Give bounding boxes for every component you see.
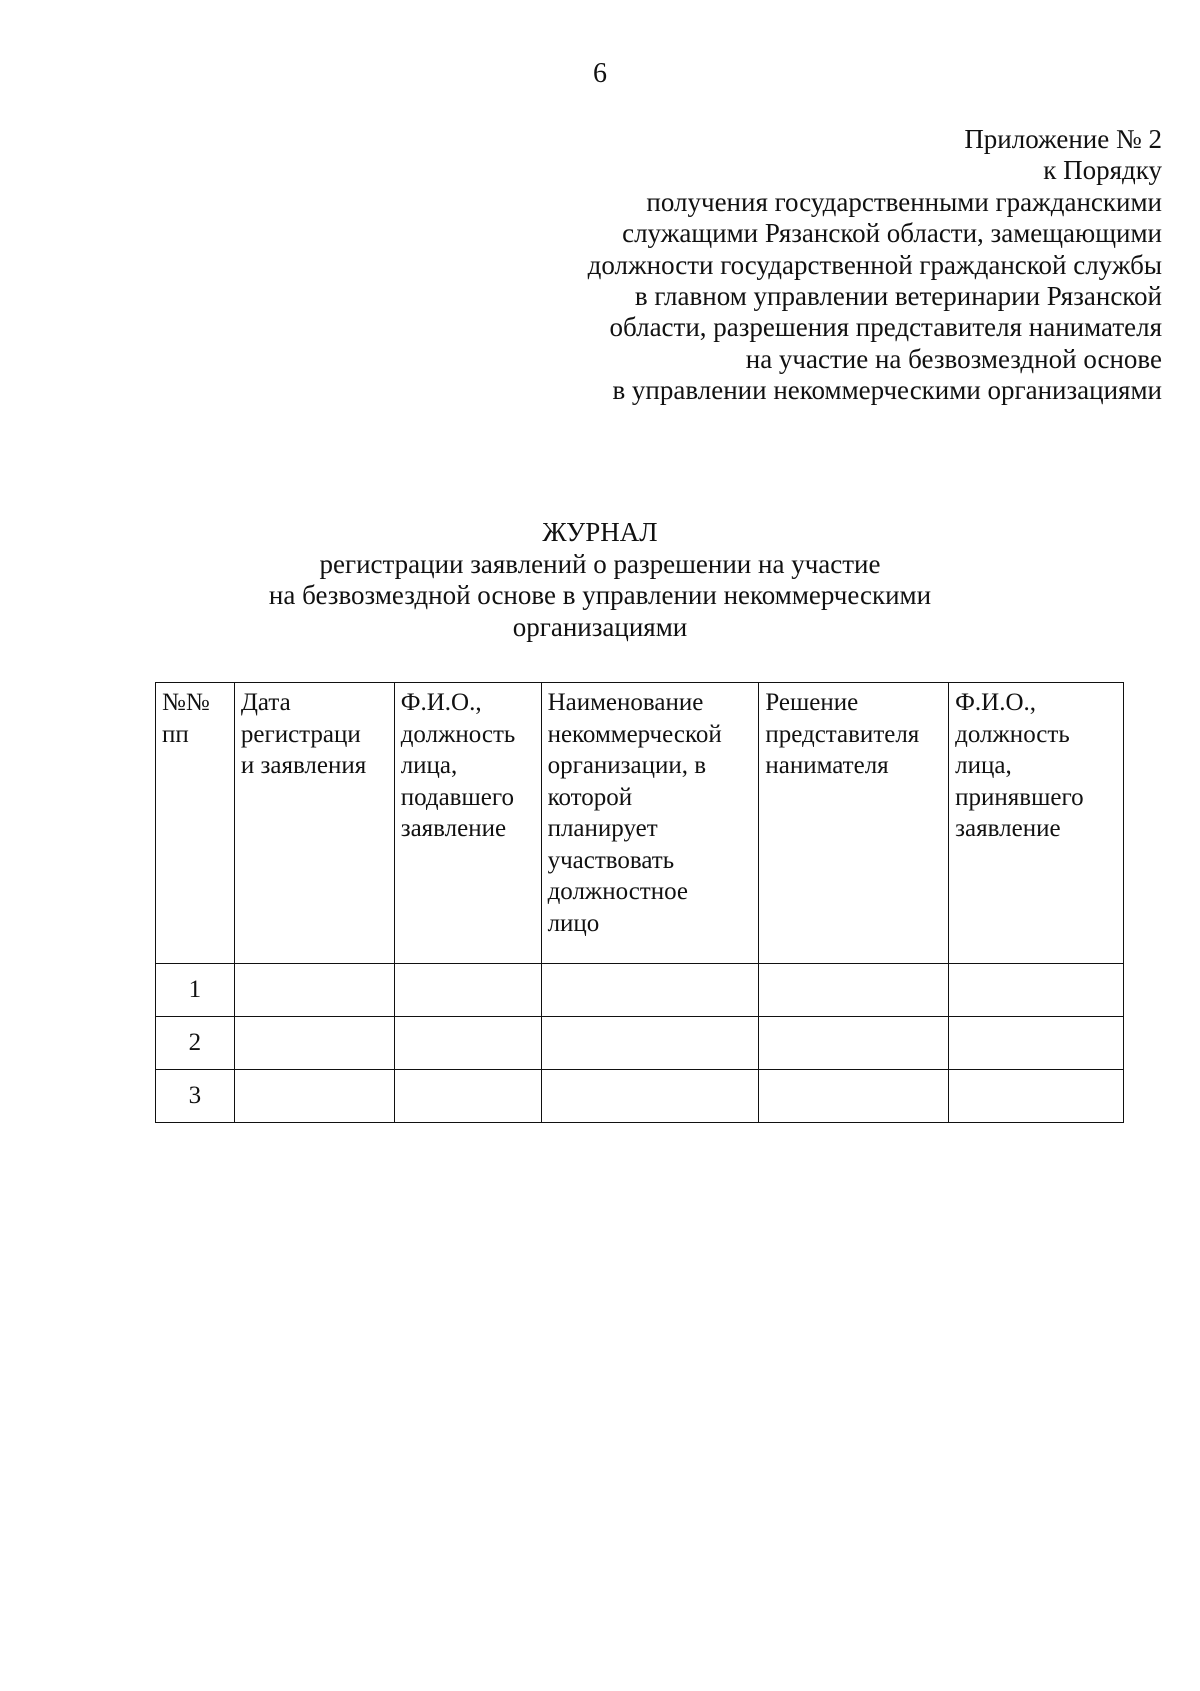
- appendix-line: служащими Рязанской области, замещающими: [622, 218, 1162, 249]
- appendix-line: в управлении некоммерческими организациями: [612, 375, 1162, 406]
- table-row: [156, 964, 1124, 1017]
- table-cell: [759, 964, 949, 1017]
- header-line: Дата: [240, 689, 291, 716]
- table-cell: [394, 1017, 541, 1070]
- header-line: и заявления: [240, 752, 367, 779]
- header-line: Решение: [765, 689, 859, 716]
- appendix-line: к Порядку: [1043, 155, 1162, 186]
- header-line: должностное: [547, 878, 689, 905]
- table-cell: [949, 1017, 1124, 1070]
- header-line: некоммерческой: [547, 720, 722, 748]
- header-line: Ф.И.О.,: [955, 689, 1037, 716]
- table-row: [156, 1070, 1124, 1123]
- appendix-line: в главном управлении ветеринарии Рязанской: [634, 281, 1162, 312]
- table-cell: [234, 1017, 394, 1070]
- table-cell: [541, 1070, 759, 1123]
- registration-table: [155, 682, 1124, 1123]
- header-line: №№: [162, 689, 210, 716]
- table-cell: [949, 964, 1124, 1017]
- table-cell: [759, 1070, 949, 1123]
- header-line: должность: [400, 720, 516, 748]
- header-line: Ф.И.О.,: [400, 689, 482, 716]
- table-cell: [541, 1017, 759, 1070]
- header-line: заявление: [955, 815, 1061, 842]
- row-number-cell: 1: [156, 964, 235, 1017]
- header-line: подавшего: [400, 783, 514, 811]
- header-line: представителя: [765, 720, 920, 748]
- header-line: лицо: [547, 909, 600, 937]
- header-line: организации, в: [547, 752, 707, 779]
- header-line: заявление: [400, 815, 507, 842]
- header-line: которой: [547, 783, 633, 811]
- header-line: принявшего: [955, 783, 1084, 811]
- appendix-line: получения государственными гражданскими: [646, 186, 1162, 217]
- journal-subtitle-line: организациями: [512, 611, 688, 642]
- journal-heading: [0, 517, 1200, 643]
- journal-subtitle-line: регистрации заявлений о разрешении на участие: [319, 548, 881, 579]
- header-line: должность: [955, 720, 1070, 748]
- table-header-row: [156, 683, 1124, 964]
- appendix-line: области, разрешения представителя нанимателя: [609, 312, 1162, 343]
- journal-subtitle-line: на безвозмездной основе в управлении некоммерческими: [268, 580, 932, 610]
- header-cell-employer-decision: [759, 683, 949, 964]
- row-number-cell: 2: [156, 1017, 235, 1070]
- table-cell: [949, 1070, 1124, 1123]
- header-line: нанимателя: [765, 752, 889, 779]
- header-cell-organization-name: [541, 683, 759, 964]
- table-cell: [234, 964, 394, 1017]
- table-cell: [234, 1070, 394, 1123]
- header-line: Наименование: [547, 689, 704, 716]
- header-cell-applicant: [394, 683, 541, 964]
- header-line: планирует: [547, 815, 658, 842]
- header-cell-number: [156, 683, 235, 964]
- table-row: [156, 1017, 1124, 1070]
- header-line: лица,: [955, 752, 1012, 779]
- appendix-line: Приложение № 2: [964, 124, 1162, 154]
- row-number-cell: 3: [156, 1070, 235, 1123]
- header-line: участвовать: [547, 846, 675, 874]
- page-number: 6: [593, 58, 607, 89]
- appendix-reference: [462, 124, 1162, 407]
- header-line: регистраци: [240, 720, 361, 748]
- table-cell: [394, 1070, 541, 1123]
- table-cell: [541, 964, 759, 1017]
- header-line: пп: [162, 720, 189, 748]
- header-line: лица,: [400, 752, 458, 779]
- header-cell-registration-date: [234, 683, 394, 964]
- journal-title: ЖУРНАЛ: [542, 517, 658, 547]
- appendix-line: должности государственной гражданской службы: [587, 249, 1162, 280]
- table-cell: [759, 1017, 949, 1070]
- header-cell-receiver: [949, 683, 1124, 964]
- table-cell: [394, 964, 541, 1017]
- appendix-line: на участие на безвозмездной основе: [745, 343, 1162, 374]
